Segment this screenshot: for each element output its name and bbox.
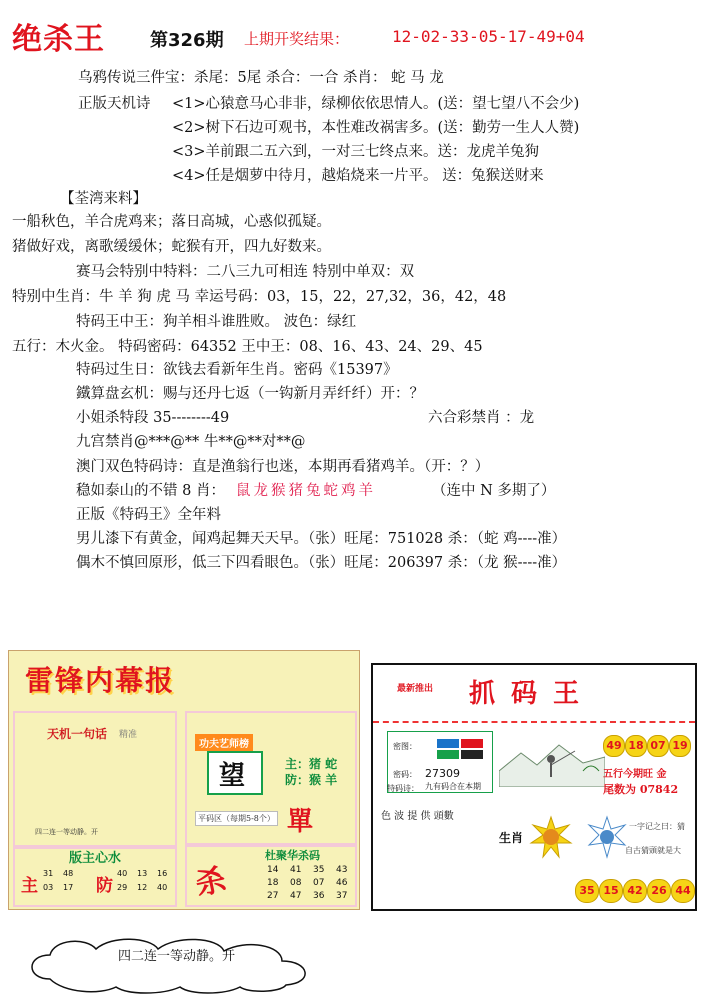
text-line: 偶木不慎回原形，低三下四看眼色。（张）旺尾：206397 杀：（龙 猴----准）: [76, 555, 567, 571]
text-line: （连中 N 多期了）: [432, 483, 556, 499]
fisherman-scene-icon: [499, 731, 605, 787]
leifeng-panel: [8, 650, 360, 910]
fang-zodiac: 防：猴 羊: [285, 773, 338, 787]
panel-title: 雷锋内幕报: [25, 664, 176, 697]
zhu-num: 48: [63, 869, 74, 878]
zhu-num: 31: [43, 869, 54, 878]
ball-top: 18: [625, 735, 647, 757]
zhu-num: 03: [43, 883, 54, 892]
color-strip: 色 波 提 供 頭數: [381, 811, 454, 822]
poem-line-2: <1>心猿意马心非非，绿柳依依思情人。(送：望七望八不会少): [172, 96, 580, 112]
sha-num: 08: [290, 878, 302, 888]
fang-num: 40: [157, 883, 168, 892]
sha-num: 36: [313, 891, 325, 901]
sha-char: 杀: [192, 862, 230, 903]
zhu-label: 主: [21, 876, 38, 896]
sha-heading: 杜聚华杀码: [265, 849, 320, 862]
sha-num: 07: [313, 878, 325, 888]
fang-num: 40: [117, 869, 128, 878]
code-value: 27309: [425, 767, 460, 780]
text-line: 五行：木火金。 特码密码：64352 王中王：08、16、43、24、29、45: [12, 339, 483, 355]
ball-bottom: 42: [623, 879, 647, 903]
prev-result-label: 上期开奖结果：: [244, 30, 350, 48]
weishu-text: 尾数为 07842: [603, 783, 679, 796]
code-label: 密码：: [393, 770, 417, 779]
ball-bottom: 35: [575, 879, 599, 903]
ball-top: 07: [647, 735, 669, 757]
text-line: 猪做好戏，离歌缓缓休；蛇猴有开，四九好数来。: [12, 239, 331, 255]
text-line: 小姐杀特段 35--------49: [76, 410, 230, 426]
ball-bottom: 44: [671, 879, 695, 903]
text-line: 六合彩禁肖 ：龙: [428, 410, 535, 426]
fang-label: 防: [96, 876, 113, 896]
sha-num: 18: [267, 878, 279, 888]
ball-top: 19: [669, 735, 691, 757]
text-line: 特别中生肖：牛 羊 狗 虎 马 幸运号码：03，15，22，27,32，36，42，48: [12, 289, 507, 305]
text-line: 男儿漆下有黄金，闻鸡起舞天天早。（张）旺尾：751028 杀：（蛇 鸡----准）: [76, 531, 567, 547]
poem-line-4: <3>羊前跟二五六到，一对三七终点来。送：龙虎羊兔狗: [172, 144, 540, 160]
wang-char: 望: [219, 761, 246, 791]
rabbit-icon: [587, 815, 627, 859]
zhuama-panel: [371, 663, 697, 911]
ball-top: 49: [603, 735, 625, 757]
yizi-text: 一字记之曰：猜: [629, 822, 685, 831]
mima-label: 密图：: [393, 742, 417, 751]
text-line: 澳门双色特码诗：直是渔翁行也迷，本期再看猪鸡羊。（开：？）: [76, 459, 490, 475]
dan-char: 單: [287, 807, 314, 837]
sha-num: 37: [336, 891, 348, 901]
banzhu-heading: 版主心水: [69, 851, 122, 866]
cloud-bubble-icon: [20, 933, 320, 995]
tianji-sentence: 四二连一等动静。开: [35, 828, 98, 836]
text-line: 赛马会特别中特料：二八三九可相连 特别中单双：双: [76, 264, 415, 280]
sha-num: 41: [290, 865, 302, 875]
poem-label: 正版天机诗: [78, 96, 151, 112]
color-logo-icon: [435, 737, 487, 761]
text-line: 鐵算盘玄机：赐与还丹七返（一钩新月弄纤纤）开：？: [76, 386, 424, 402]
sha-num: 14: [267, 865, 279, 875]
zigu-text: 自古猜頭就是大: [625, 846, 681, 855]
zhu-num: 17: [63, 883, 74, 892]
sha-num: 43: [336, 865, 348, 875]
ball-bottom: 15: [599, 879, 623, 903]
tema-label: 特码诗：: [387, 784, 419, 793]
wuxing-text: 五行今期旺 金: [603, 769, 667, 780]
sha-num: 27: [267, 891, 279, 901]
tema-value: 九有码合在本期: [425, 782, 481, 791]
sha-num: 47: [290, 891, 302, 901]
shengxiao-label: 生肖: [499, 831, 524, 845]
text-line: 正版《特码王》全年料: [76, 507, 221, 523]
master-header: 功夫艺师榜: [195, 734, 253, 751]
zhuama-title: 抓码王: [469, 679, 596, 709]
zodiac-highlight: 鼠龙猴猪兔蛇鸡羊: [236, 483, 376, 499]
text-line: 九宫禁肖@***@** 牛**@**对**@: [76, 434, 306, 450]
page-title: 绝杀王: [12, 22, 105, 57]
section-heading: 【荃湾来料】: [60, 191, 147, 207]
cloud-text: 四二连一等动静。开: [118, 949, 236, 964]
text-line: 特码王中王：狗羊相斗谁胜败。 波色：绿红: [76, 314, 357, 330]
prev-result-numbers: 12-02-33-05-17-49+04: [392, 27, 585, 46]
fang-num: 16: [157, 869, 168, 878]
text-line: 特码过生日：欲钱去看新年生肖。密码《15397》: [76, 362, 398, 378]
zhu-zodiac: 主：猪 蛇: [285, 757, 338, 771]
fang-num: 29: [117, 883, 128, 892]
pingma-label: 平码区（每期5-8个）: [195, 811, 278, 826]
poem-line-5: <4>任是烟萝中待月，越焰烧来一片平。 送：兔猴送财来: [172, 168, 544, 184]
fang-num: 12: [137, 883, 148, 892]
sha-num: 46: [336, 878, 348, 888]
new-tag: 最新推出: [397, 684, 434, 694]
poem-line-3: <2>树下石边可观书，本性难改祸害多。(送：勤劳一生人人赞): [172, 120, 580, 136]
text-line: 一船秋色，羊合虎鸡来；落日高城，心惑似孤疑。: [12, 214, 331, 230]
tianji-signature: 精准: [119, 730, 138, 740]
tiger-icon: [529, 815, 573, 859]
issue-number: 第326期: [150, 30, 224, 51]
ball-bottom: 26: [647, 879, 671, 903]
fang-num: 13: [137, 869, 148, 878]
tianji-heading: 天机一句话: [47, 727, 108, 741]
sha-num: 35: [313, 865, 325, 875]
poem-line-1: 乌鸦传说三件宝：杀尾：5尾 杀合：一合 杀肖： 蛇 马 龙: [78, 70, 444, 86]
text-line: 稳如泰山的不错 8 肖：: [76, 483, 225, 499]
